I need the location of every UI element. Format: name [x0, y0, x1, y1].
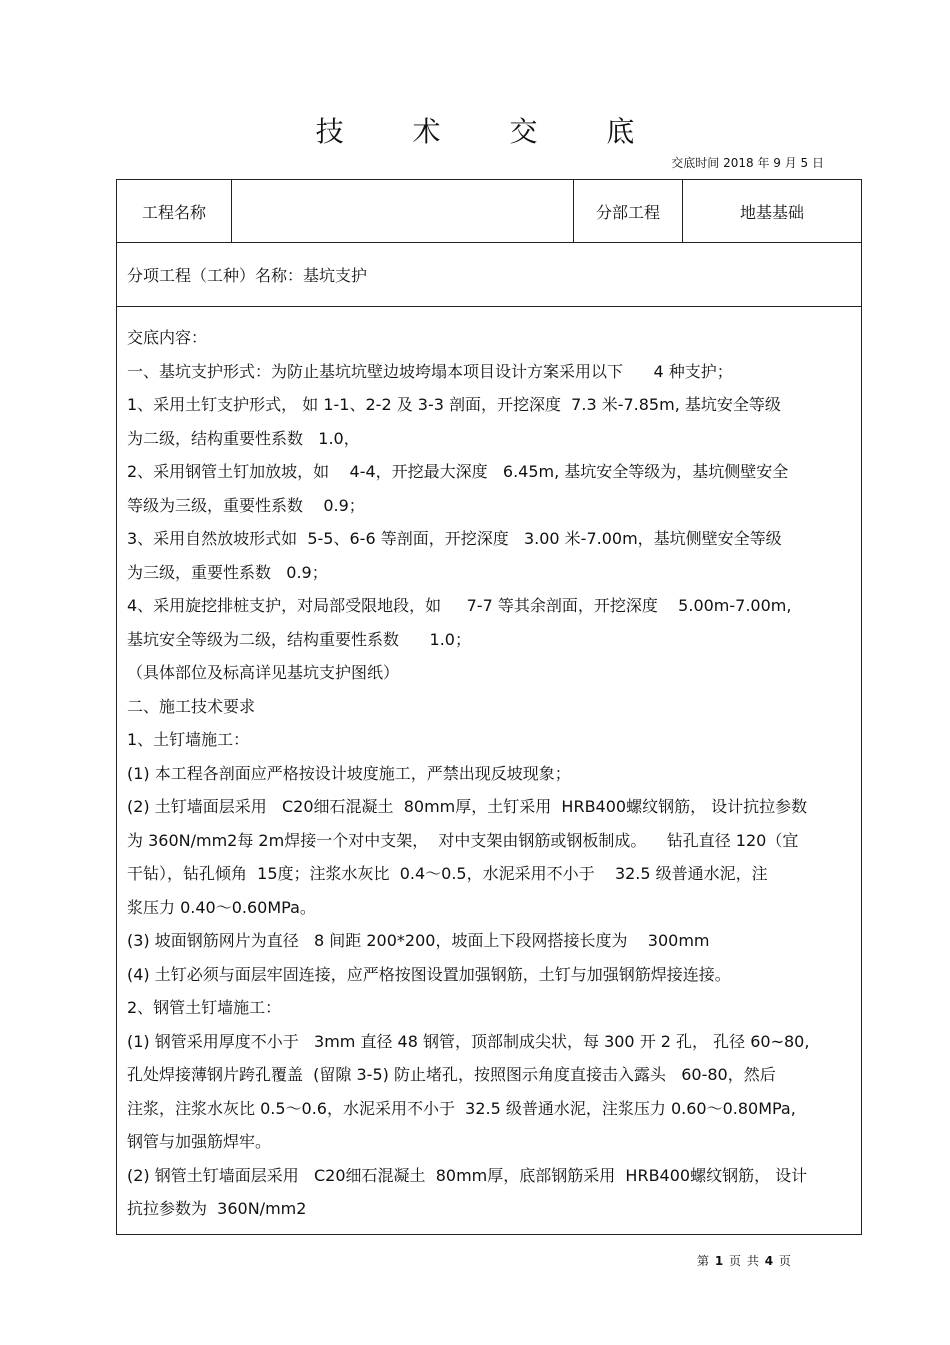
page-total: 4 — [764, 1254, 775, 1268]
page-prefix: 第 — [697, 1254, 711, 1268]
page-suffix: 页 — [778, 1254, 792, 1268]
handover-table — [116, 179, 862, 1235]
content-line: (1) 钢管采用厚度不小于 3mm 直径 48 钢管，顶部制成尖状，每 300 开 2 孔， 孔径 60~80, — [127, 1031, 810, 1051]
content-line: 等级为三级，重要性系数 0.9； — [127, 495, 365, 515]
content-line: 2、采用钢管土钉加放坡，如 4-4，开挖最大深度 6.45m, 基坑安全等级为，基坑侧壁安全 — [127, 462, 789, 481]
content-line: 为二级，结构重要性系数 1.0， — [127, 428, 360, 448]
content-line: 干钻），钻孔倾角 15度；注浆水灰比 0.4～0.5，水泥采用不小于 32.5 级普通水泥，注 — [127, 864, 768, 883]
item-name-row — [117, 243, 862, 307]
content-line: 为三级，重要性系数 0.9； — [127, 562, 328, 582]
page-number: 1 — [714, 1254, 725, 1268]
project-name-value — [232, 180, 574, 243]
content-line: (3) 坡面钢筋网片为直径 8 间距 200*200，坡面上下段网搭接长度为 300mm — [127, 931, 710, 950]
content-line: 1、采用土钉支护形式， 如 1-1、2-2 及 3-3 剖面，开挖深度 7.3 米-7.85m, 基坑安全等级 — [127, 395, 781, 414]
content-body — [117, 307, 862, 1235]
sub-project-value: 地基基础 — [683, 180, 862, 243]
content-line: (4) 土钉必须与面层牢固连接，应严格按图设置加强钢筋，土钉与加强钢筋焊接连接。 — [127, 964, 731, 984]
page-footer — [697, 1252, 792, 1269]
content-line: 钢管与加强筋焊牢。 — [127, 1132, 272, 1151]
content-line: 3、采用自然放坡形式如 5-5、6-6 等剖面，开挖深度 3.00 米-7.00m，基坑侧壁安全等级 — [127, 529, 782, 548]
header-row — [117, 180, 862, 243]
sub-project-label: 分部工程 — [574, 180, 683, 243]
content-line: 2、钢管土钉墙施工： — [127, 998, 282, 1017]
page-mid: 页 共 — [729, 1254, 760, 1268]
content-line: 抗拉参数为 360N/mm2 — [127, 1199, 307, 1218]
content-line: (2) 钢管土钉墙面层采用 C20细石混凝土 80mm厚，底部钢筋采用 HRB400螺纹钢筋， 设计 — [127, 1165, 808, 1185]
content-line: 基坑安全等级为二级，结构重要性系数 1.0； — [127, 629, 471, 649]
content-line: 一、基坑支护形式：为防止基坑坑壁边坡垮塌本项目设计方案采用以下 4 种支护； — [127, 361, 733, 381]
content-line: 4、采用旋挖排桩支护，对局部受限地段，如 7-7 等其余剖面，开挖深度 5.00m-7.00m, — [127, 596, 792, 615]
item-name: 分项工程（工种）名称：基坑支护 — [117, 243, 862, 307]
content-line: 孔处焊接薄钢片跨孔覆盖 (留隙 3-5) 防止堵孔，按照图示角度直接击入露头 60-80，然后 — [127, 1065, 776, 1084]
content-line: 浆压力 0.40～0.60MPa。 — [127, 897, 316, 917]
page-title: 技 术 交 底 — [315, 115, 665, 148]
handover-date: 交底时间 2018 年 9 月 5 日 — [671, 156, 824, 170]
content-line: 1、土钉墙施工： — [127, 730, 250, 749]
content-line: 注浆，注浆水灰比 0.5～0.6，水泥采用不小于 32.5 级普通水泥，注浆压力 0.60～0.80MPa, — [127, 1098, 796, 1118]
content-row — [117, 307, 862, 1235]
content-line: (1) 本工程各剖面应严格按设计坡度施工，严禁出现反坡现象； — [127, 763, 571, 783]
content-line: 二、施工技术要求 — [127, 696, 256, 716]
content-line: 为 360N/mm2每 2m焊接一个对中支架， 对中支架由钢筋或钢板制成。 钻孔直径 120（宜 — [127, 830, 799, 850]
content-line: （具体部位及标高详见基坑支护图纸） — [127, 663, 400, 682]
project-name-label: 工程名称 — [117, 180, 232, 243]
content-line: 交底内容： — [127, 328, 208, 347]
content-line: (2) 土钉墙面层采用 C20细石混凝土 80mm厚，土钉采用 HRB400螺纹钢筋， 设计抗拉参数 — [127, 797, 808, 816]
